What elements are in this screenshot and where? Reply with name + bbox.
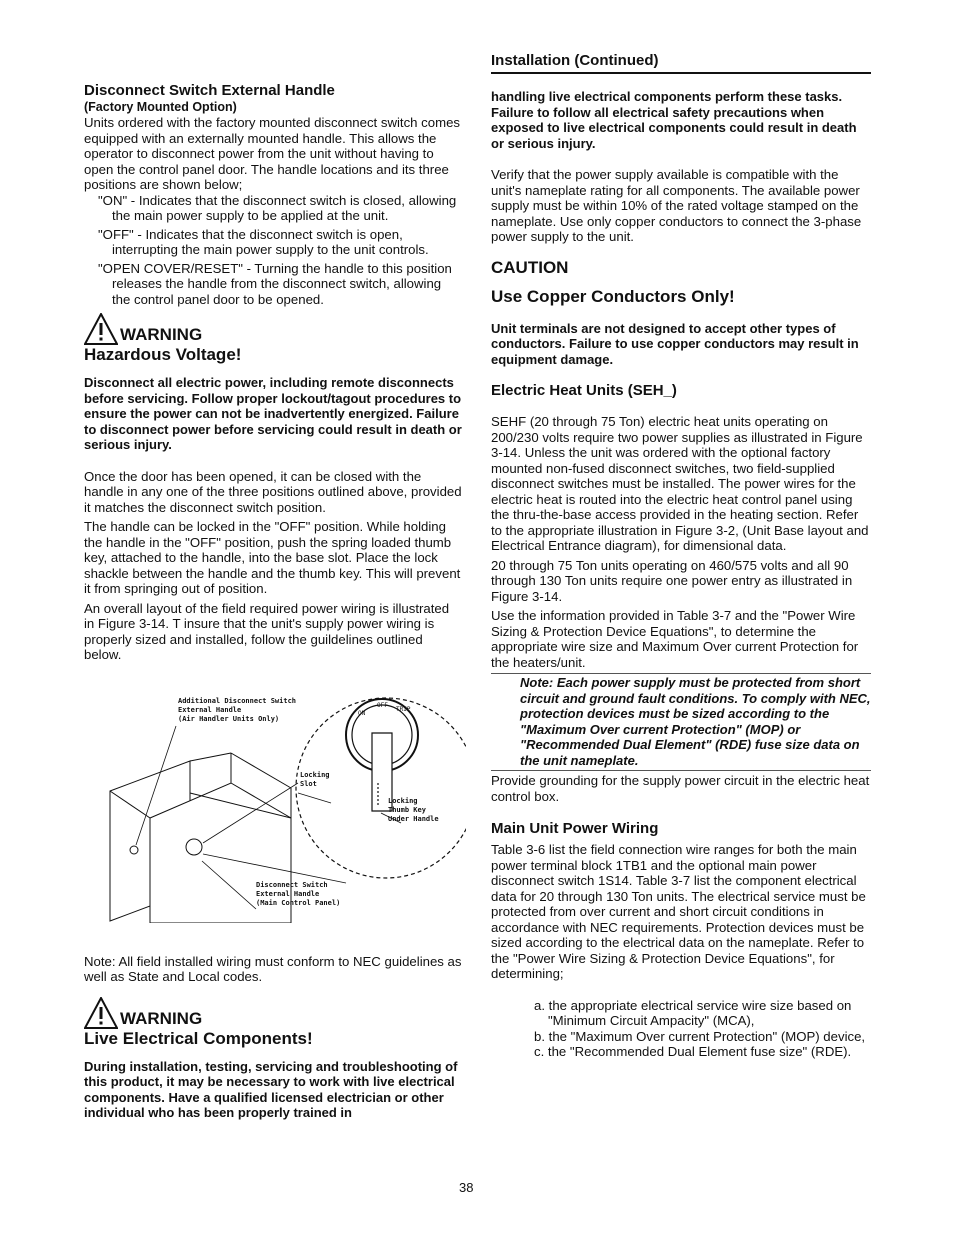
nec-note-paragraph: Note: All field installed wiring must conform to NEC guidelines as well as State and Local codes. [84, 953, 462, 984]
verify-paragraph: Verify that the power supply available is compatible with the unit's nameplate rating for all components. The available power supply must be within 10% of the rated voltage stamped on the nameplate. Use only copper conductors to connect the 3-phase power supply to the unit. [491, 167, 862, 244]
label-thumb-key-1: Locking [388, 796, 418, 805]
label-locking-slot-2: Slot [300, 779, 317, 788]
list-item: b. the "Maximum Over current Protection" (MOP) device, [534, 1028, 866, 1044]
caution-text: Unit terminals are not designed to accept other types of conductors. Failure to use copper conductors may result in equipment damage. [491, 320, 859, 367]
door-paragraph: Once the door has been opened, it can be closed with the handle in any one of the three positions outlined above, provided it matches the disconnect switch position. [84, 468, 462, 515]
label-thumb-key-3: Under Handle [388, 814, 439, 823]
position-off-item: "OFF" - Indicates that the disconnect switch is open, interrupting the main power supply to the unit controls. [98, 226, 429, 257]
label-locking-slot-1: Locking [300, 770, 330, 779]
disconnect-switch-figure [106, 693, 466, 923]
protection-note: Note: Each power supply must be protected from short circuit and ground fault conditions. To comply with NEC, protection devices must be sized according to the "Maximum Over current Protection" (MOP) or "Recommended Dual Element" (RDE) fuse size data on the unit nameplate. [491, 673, 871, 771]
lock-paragraph: The handle can be locked in the "OFF" position. While holding the handle in the "OFF" position, push the spring loaded thumb key, attached to the handle, into the base slot. Place the lock shackle between the handle and the thumb key. This will prevent it from springing out of position. [84, 519, 461, 596]
warning-live-title: Live Electrical Components! [84, 1028, 313, 1048]
grounding-paragraph: Provide grounding for the supply power circuit in the electric heat control box. [491, 773, 870, 804]
dial-trip-label: TRIP [396, 705, 411, 713]
overall-paragraph: An overall layout of the field required power wiring is illustrated in Figure 3-14. T insure that the unit's supply power wiring is properly sized and installed, follow the guildelines outlined below. [84, 600, 450, 662]
warning-hazardous-title: Hazardous Voltage! [84, 345, 242, 364]
list-item: c. the "Recommended Dual Element fuse size" (RDE). [534, 1044, 852, 1059]
label-thumb-key-2: Thumb Key [388, 805, 426, 814]
caution-word: CAUTION [491, 257, 569, 277]
label-additional-2: External Handle [178, 705, 242, 714]
electric-heat-title: Electric Heat Units (SEH_) [491, 382, 677, 399]
warning-word: WARNING [120, 325, 203, 344]
caution-title: Use Copper Conductors Only! [491, 286, 735, 306]
warning-hazardous-header [84, 313, 462, 345]
page-number: 38 [459, 1180, 474, 1195]
warning-continued-text: handling live electrical components perform these tasks. Failure to follow all electrical safety precautions when exposed to live electrical components could result in death or serious injury. [491, 89, 857, 151]
label-main-2: External Handle [256, 889, 320, 898]
seh-paragraph-1: SEHF (20 through 75 Ton) electric heat units operating on 200/230 volts require two power supplies as illustrated in Figure 3-14. Unless the unit was ordered with the optional factory mounted non-fused disconnect switches, two field-supplied disconnect switches must be installed. The power wires for the electric heat is routed into the electric heat control panel using the thru-the-base access provided in the heating section. Refer to the appropriate illustration in Figure 3-2, (Unit Base layout and Electrical Entrance diagram), for dimensional data. [491, 414, 869, 553]
position-on-item: "ON" - Indicates that the disconnect switch is closed, allowing the main power supply to be applied at the unit. [98, 192, 457, 223]
warning-triangle-icon [84, 997, 118, 1029]
main-power-title: Main Unit Power Wiring [491, 820, 659, 837]
disconnect-subtitle: (Factory Mounted Option) [84, 100, 237, 114]
main-power-paragraph: Table 3-6 list the field connection wire ranges for both the main power terminal block 1TB1 and the optional main power disconnect switch 1S14. Table 3-7 list the component electrical data for 20 through 130 Ton units. The electrical service must be protected from over current and short circuit conditions in accordance with NEC requirements. Protection devices must be sized according to the electrical data on the nameplate. Refer to the "Power Wire Sizing & Protection Device Equations", for determining; [491, 842, 866, 981]
warning-live-header [84, 997, 462, 1029]
seh-paragraph-3: Use the information provided in Table 3-7 and the "Power Wire Sizing & Protection Device Equations", to determine the appropriate wire size and Maximum Over current Protection for the heaters/unit. [491, 608, 859, 670]
position-open-item: "OPEN COVER/RESET" - Turning the handle to this position releases the handle from the disconnect switch, allowing the control panel door to be opened. [98, 260, 452, 307]
disconnect-paragraph: Units ordered with the factory mounted disconnect switch comes equipped with an externally mounted handle. This allows the operator to disconnect power from the unit without having to open the control panel door. The handle locations and its three positions are shown below; [84, 115, 461, 192]
label-additional-1: Additional Disconnect Switch [178, 696, 297, 705]
left-column [84, 82, 462, 1121]
label-main-3: (Main Control Panel) [256, 898, 341, 907]
warning-word: WARNING [120, 1008, 203, 1028]
warning-triangle-icon [84, 313, 118, 345]
warning-live-text: During installation, testing, servicing and troubleshooting of this product, it may be necessary to work with live electrical components. Have a qualified licensed electrician or other individual who has been properly trained in [84, 1058, 458, 1120]
determining-list [491, 998, 871, 1060]
section-header: Installation (Continued) [491, 52, 871, 74]
dial-off-label: OFF [377, 701, 388, 709]
seh-paragraph-2: 20 through 75 Ton units operating on 460/575 volts and all 90 through 130 Ton units require one power entry as illustrated in Figure 3-14. [491, 557, 853, 604]
disconnect-title: Disconnect Switch External Handle [84, 82, 335, 99]
warning-hazardous-text: Disconnect all electric power, including remote disconnects before servicing. Follow proper lockout/tagout procedures to ensure the power can not be inadvertently energized. Failure to disconnect power before servicing could result in death or serious injury. [84, 375, 462, 452]
label-additional-3: (Air Handler Units Only) [178, 714, 280, 723]
right-column [491, 52, 871, 1060]
dial-on-label: ON [358, 709, 366, 717]
label-main-1: Disconnect Switch [256, 880, 328, 889]
list-item: a. the appropriate electrical service wire size based on "Minimum Circuit Ampacity" (MCA), [534, 997, 852, 1028]
